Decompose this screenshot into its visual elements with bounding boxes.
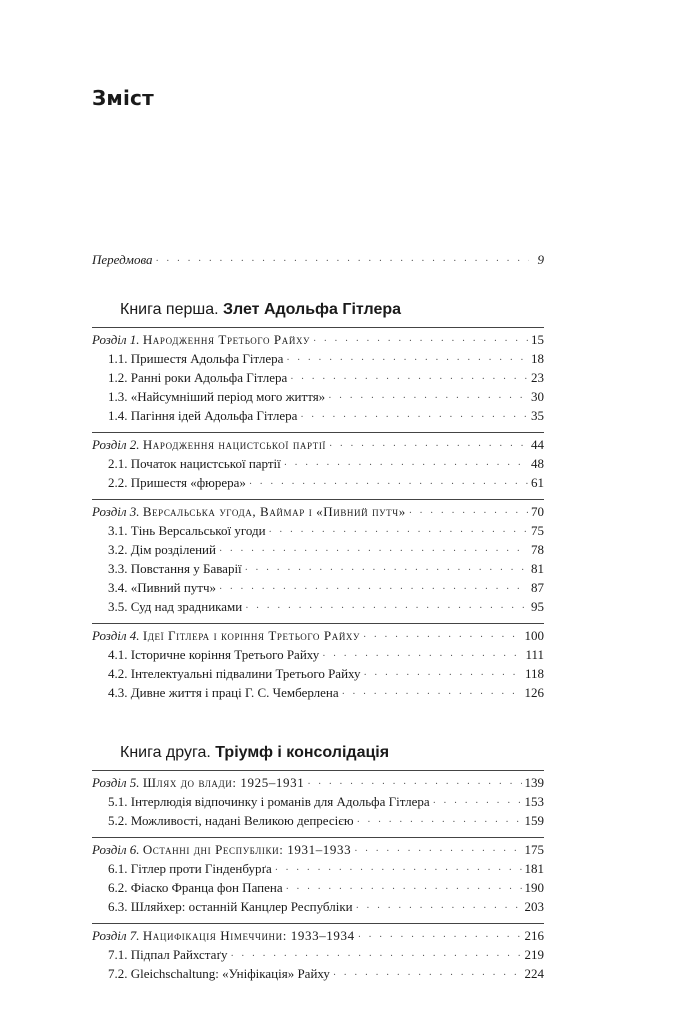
chapter-label [92, 330, 310, 349]
chapter-divider [92, 770, 544, 771]
page-number: 159 [524, 813, 544, 828]
page-number: 70 [531, 504, 544, 519]
toc-preface[interactable] [92, 250, 544, 269]
chapter-title: Шлях до влади: 1925–1931 [142, 775, 305, 790]
section-label: 5.2. Можливості, надані Великою депресією [108, 813, 354, 828]
toc-section[interactable] [92, 945, 544, 964]
dot-leader [219, 580, 528, 599]
page-number: 175 [524, 842, 544, 857]
section-label: 7.1. Підпал Райхстаґу [108, 947, 228, 962]
chapter-title: Ідеї Гітлера і коріння Третього Райху [142, 628, 360, 643]
section-label: 1.3. «Найсумніший період мого життя» [108, 389, 326, 404]
section-label: 4.3. Дивне життя і праці Г. С. Чемберлена [108, 685, 339, 700]
section-label: 3.3. Повстання у Баварії [108, 561, 242, 576]
chapter-label [92, 502, 406, 521]
page-number: 100 [524, 628, 544, 643]
chapter-label [92, 435, 326, 454]
page-number: 61 [531, 475, 544, 490]
chapter-title: Нацифікація Німеччини: 1933–1934 [142, 928, 355, 943]
chapter-label [92, 773, 304, 792]
page-number: 9 [537, 252, 544, 267]
page-number: 190 [524, 880, 544, 895]
page-title: Зміст [92, 86, 154, 110]
section-label: 3.1. Тінь Версальської угоди [108, 523, 266, 538]
section-label: 3.2. Дім розділений [108, 542, 216, 557]
section-label: 3.5. Суд над зрадниками [108, 599, 243, 614]
chapter-divider [92, 499, 544, 500]
section-label: 4.1. Історичне коріння Третього Райху [108, 647, 320, 662]
dot-leader [363, 628, 522, 647]
page-number: 35 [531, 408, 544, 423]
chapter-label [92, 926, 355, 945]
page-number: 87 [531, 580, 544, 595]
chapter-label [92, 626, 360, 645]
toc-section[interactable] [92, 387, 544, 406]
toc-chapter[interactable] [92, 840, 544, 859]
page-number: 203 [524, 899, 544, 914]
section-label: 1.1. Пришестя Адольфа Гітлера [108, 351, 284, 366]
chapter-divider [92, 923, 544, 924]
toc-section[interactable] [92, 349, 544, 368]
toc-section[interactable] [92, 540, 544, 559]
toc-chapter[interactable] [92, 773, 544, 792]
page-number: 181 [524, 861, 544, 876]
chapter-number: Розділ 6. [92, 842, 140, 857]
dot-leader [357, 813, 522, 832]
toc-section[interactable] [92, 683, 544, 702]
toc-section[interactable] [92, 664, 544, 683]
toc-chapter[interactable] [92, 435, 544, 454]
toc-section[interactable] [92, 559, 544, 578]
table-of-contents [92, 250, 544, 983]
section-label: 3.4. «Пивний путч» [108, 580, 217, 595]
dot-leader [300, 408, 528, 427]
dot-leader [249, 475, 528, 494]
chapter-number: Розділ 1. [92, 332, 140, 347]
toc-section[interactable] [92, 578, 544, 597]
chapter-number: Розділ 2. [92, 437, 140, 452]
page-number: 15 [531, 332, 544, 347]
toc-chapter[interactable] [92, 330, 544, 349]
dot-leader [219, 542, 528, 561]
dot-leader [284, 456, 528, 475]
section-label: 2.1. Початок нацистської партії [108, 456, 281, 471]
dot-leader [328, 389, 528, 408]
dot-leader [275, 861, 522, 880]
chapter-number: Розділ 7. [92, 928, 140, 943]
page-number: 44 [531, 437, 544, 452]
dot-leader [409, 504, 528, 523]
toc-section[interactable] [92, 406, 544, 425]
dot-leader [286, 351, 528, 370]
section-label: 6.1. Гітлер проти Гінденбурґа [108, 861, 272, 876]
dot-leader [245, 599, 528, 618]
page-number: 216 [524, 928, 544, 943]
page-number: 18 [531, 351, 544, 366]
chapter-title: Версальська угода, Ваймар і «Пивний путч» [142, 504, 406, 519]
chapter-number: Розділ 3. [92, 504, 140, 519]
toc-section[interactable] [92, 897, 544, 916]
dot-leader [354, 842, 521, 861]
toc-chapter[interactable] [92, 626, 544, 645]
page-number: 118 [524, 666, 544, 681]
page-number: 48 [531, 456, 544, 471]
section-label: 6.2. Фіаско Франца фон Папена [108, 880, 283, 895]
book-gap [92, 702, 544, 742]
section-label: 1.4. Пагіння ідей Адольфа Гітлера [108, 408, 298, 423]
chapter-title: Народження Третього Райху [142, 332, 311, 347]
toc-section[interactable] [92, 878, 544, 897]
page-number: 95 [531, 599, 544, 614]
dot-leader [358, 928, 522, 947]
chapter-divider [92, 623, 544, 624]
page-number: 224 [524, 966, 544, 981]
dot-leader [433, 794, 522, 813]
dot-leader [356, 899, 522, 918]
chapter-number: Розділ 5. [92, 775, 140, 790]
book-title: Злет Адольфа Гітлера [223, 301, 402, 318]
dot-leader [290, 370, 528, 389]
page-number: 23 [531, 370, 544, 385]
page-number: 30 [531, 389, 544, 404]
book-prefix: Книга друга. [120, 744, 211, 761]
toc-chapter[interactable] [92, 926, 544, 945]
dot-leader [156, 252, 529, 271]
chapter-divider [92, 837, 544, 838]
dot-leader [245, 561, 528, 580]
dot-leader [342, 685, 522, 704]
chapter-title: Народження нацистської партії [142, 437, 327, 452]
books-container [92, 299, 544, 983]
toc-section[interactable] [92, 521, 544, 540]
toc-section[interactable] [92, 473, 544, 492]
toc-section[interactable] [92, 964, 544, 983]
section-label: 6.3. Шляйхер: останній Канцлер Республіки [108, 899, 353, 914]
dot-leader [333, 966, 522, 985]
section-label: 7.2. Gleichschaltung: «Уніфікація» Райху [108, 966, 330, 981]
toc-section[interactable] [92, 859, 544, 878]
dot-leader [364, 666, 522, 685]
page-number: 78 [531, 542, 544, 557]
section-label: 4.2. Інтелектуальні підвалини Третього Райху [108, 666, 361, 681]
section-label: 5.1. Інтерлюдія відпочинку і романів для Адольфа Гітлера [108, 794, 430, 809]
chapter-divider [92, 432, 544, 433]
page-number: 81 [531, 561, 544, 576]
dot-leader [269, 523, 528, 542]
dot-leader [329, 437, 528, 456]
chapter-title: Останні дні Республіки: 1931–1933 [142, 842, 352, 857]
section-label: 1.2. Ранні роки Адольфа Гітлера [108, 370, 288, 385]
book-heading [92, 299, 544, 321]
book-heading [92, 742, 544, 764]
toc-section[interactable] [92, 645, 544, 664]
chapter-label [92, 840, 351, 859]
page-number: 126 [524, 685, 544, 700]
book-prefix: Книга перша. [120, 301, 219, 318]
page-number: 153 [524, 794, 544, 809]
toc-section[interactable] [92, 597, 544, 616]
page-number: 219 [524, 947, 544, 962]
page-number: 75 [531, 523, 544, 538]
toc-section[interactable] [92, 454, 544, 473]
section-label: 2.2. Пришестя «фюрера» [108, 475, 246, 490]
chapter-number: Розділ 4. [92, 628, 140, 643]
page-number: 111 [525, 647, 544, 662]
book-title: Тріумф і консолідація [215, 744, 390, 761]
toc-section[interactable] [92, 792, 544, 811]
toc-section[interactable] [92, 811, 544, 830]
toc-chapter[interactable] [92, 502, 544, 521]
page-number: 139 [524, 775, 544, 790]
toc-section[interactable] [92, 368, 544, 387]
chapter-divider [92, 327, 544, 328]
preface-label: Передмова [92, 252, 153, 267]
dot-leader [313, 332, 528, 351]
